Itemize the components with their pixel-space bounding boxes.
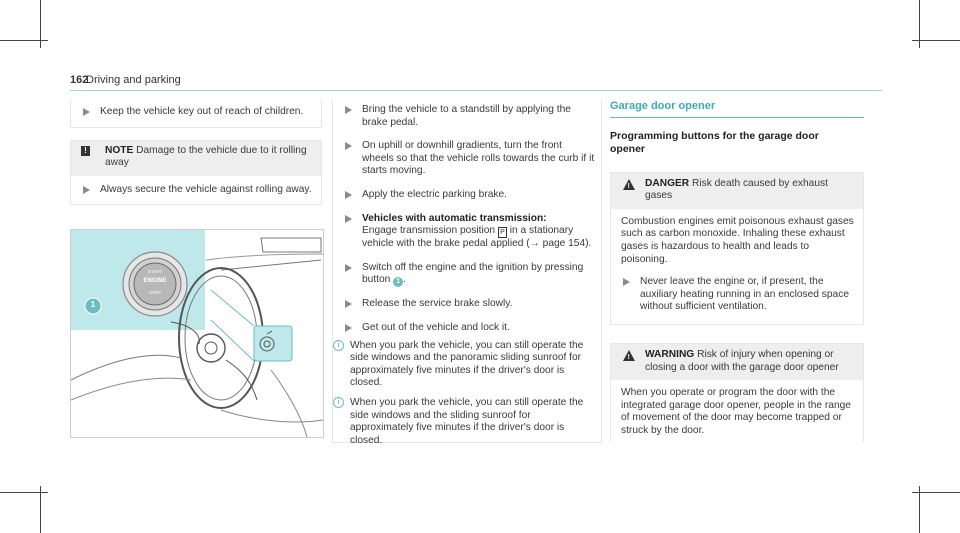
header-rule — [70, 90, 882, 91]
cockpit-illustration — [70, 229, 324, 438]
arrow-icon — [345, 264, 352, 272]
danger-box — [610, 172, 864, 325]
column-right — [610, 100, 864, 442]
column-left — [70, 100, 322, 205]
section-title: Garage door opener — [610, 100, 716, 112]
danger-bullet: Never leave the engine or, if present, the auxiliary heating running in an enclosed space without sufficient ventilation. — [611, 271, 863, 324]
step-gradients: On uphill or downhill gradients, turn the front wheels so that the vehicle rolls towards the curb if it starts moving. — [333, 140, 595, 178]
note-header — [71, 141, 321, 176]
danger-label: DANGER — [645, 177, 690, 189]
danger-body: Combustion engines emit poisonous exhaust gases such as carbon monoxide. Inhaling these exhaust gases is hazardous to health and leads to poisoning. — [621, 215, 854, 265]
step-parking-brake: Apply the electric parking brake. — [333, 189, 595, 202]
arrow-icon — [345, 191, 352, 199]
crop-mark — [919, 486, 920, 533]
page-number: 162 — [70, 74, 89, 86]
arrow-icon — [83, 186, 90, 194]
crop-mark — [40, 486, 41, 533]
button-label-stop: STOP — [148, 290, 162, 295]
warning-label: WARNING — [645, 348, 695, 360]
column-middle — [332, 100, 602, 446]
info-icon: i — [333, 397, 344, 408]
callout-number: 1 — [90, 300, 96, 309]
info-icon: i — [333, 340, 344, 351]
warning-header — [611, 344, 863, 380]
warning-body: When you operate or program the door with the integrated garage door opener, people in the range of movement of the door may become trapped or struck by the door. — [621, 387, 851, 436]
keys-box — [70, 100, 322, 128]
crop-mark — [0, 40, 48, 41]
step-switch-off: Switch off the engine and the ignition by pressing button 1 . — [333, 262, 595, 288]
danger-title: Risk death caused by exhaust gases — [645, 177, 828, 202]
step-standstill: Bring the vehicle to a standstill by applying the brake pedal. — [333, 104, 595, 129]
button-label-start: START — [147, 269, 163, 274]
info-sliding: i When you park the vehicle, you can still operate the side windows and the sliding sunroof for approximately five minutes if the driver's door is closed. — [333, 397, 595, 447]
bullet-keys: Keep the vehicle key out of reach of children. — [71, 106, 315, 119]
note-box — [70, 140, 322, 206]
button-1-icon: 1 — [393, 277, 403, 287]
crop-mark — [0, 492, 48, 493]
exclamation-icon: ! — [81, 146, 90, 156]
step-automatic: Vehicles with automatic transmission: Engage transmission position P in a stationary vehicle with the brake pedal applied (→ page 154). — [333, 213, 595, 251]
arrow-icon — [83, 108, 90, 116]
danger-header — [611, 173, 863, 209]
warning-triangle-icon: ! — [623, 179, 635, 190]
arrow-icon — [345, 215, 352, 223]
note-label: NOTE — [105, 144, 134, 156]
warning-box — [610, 343, 864, 442]
subsection-title: Programming buttons for the garage door opener — [610, 129, 819, 155]
bullet-secure: Always secure the vehicle against rolling away. — [71, 184, 315, 197]
arrow-icon — [345, 106, 352, 114]
info-panoramic: i When you park the vehicle, you can still operate the side windows and the panoramic sliding sunroof for approximately five minutes if the driver's door is closed. — [333, 340, 595, 390]
crop-mark — [912, 492, 960, 493]
section-header: Driving and parking — [86, 74, 181, 86]
step-release-brake: Release the service brake slowly. — [333, 298, 595, 311]
warning-title: Risk of injury when opening or closing a door with the garage door opener — [645, 348, 839, 373]
warning-triangle-icon: ! — [623, 350, 635, 361]
arrow-icon — [345, 142, 352, 150]
cockpit-drawing — [71, 230, 323, 437]
arrow-icon — [345, 324, 352, 332]
steps-box — [332, 100, 602, 446]
arrow-icon — [345, 300, 352, 308]
section-rule — [610, 117, 864, 118]
note-text: Damage to the vehicle due to it rolling away — [105, 144, 307, 169]
step-exit: Get out of the vehicle and lock it. — [333, 322, 595, 335]
arrow-icon — [623, 278, 630, 286]
button-label-engine: ENGINE — [143, 278, 167, 284]
park-position-icon: P — [498, 227, 507, 238]
crop-mark — [912, 40, 960, 41]
